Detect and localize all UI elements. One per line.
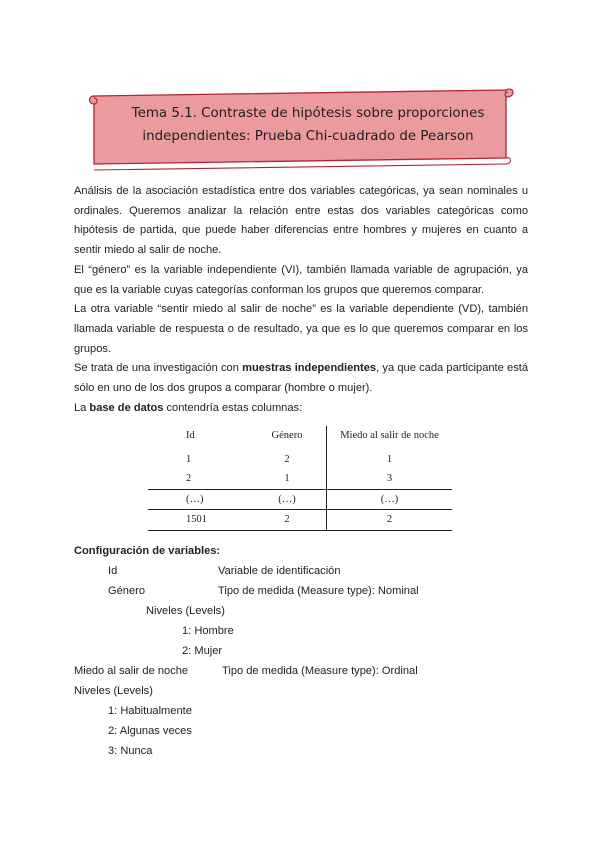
banner-title-line2: independientes: Prueba Chi-cuadrado de Pearson <box>142 129 474 144</box>
table-cell: (…) <box>248 489 327 510</box>
body-text <box>74 182 528 418</box>
banner-title <box>112 102 504 148</box>
table-cell: 1 <box>186 453 192 465</box>
p4-text-start: Se trata de una investigación con <box>74 362 243 375</box>
paragraph-independent-samples <box>74 359 528 398</box>
table-cell: 2 <box>248 510 327 531</box>
table-row <box>148 450 452 470</box>
table-cell: (…) <box>148 489 248 510</box>
banner-title-line1: Tema 5.1. Contraste de hipótesis sobre proporciones <box>131 106 485 121</box>
table-cell: 2 <box>284 453 290 465</box>
table-header-row <box>148 426 452 450</box>
table-header-miedo: Miedo al salir de noche <box>327 426 453 450</box>
table-row <box>148 489 452 510</box>
table-cell: 1 <box>284 473 290 485</box>
config-miedo-label: Miedo al salir de noche <box>74 665 189 677</box>
table-header-genero: Género <box>271 430 303 442</box>
config-genero-level-2: 2: Mujer <box>182 645 223 657</box>
config-miedo-value: Tipo de medida (Measure type): Ordinal <box>222 665 418 677</box>
paragraph-intro: Análisis de la asociación estadística entre dos variables categóricas, ya sean nominales u ordinales. Queremos analizar la relación entre estas dos variables categóricas como hipótesis de partida, que puede haber diferencias entre hombres y mujeres en cuanto a sentir miedo al salir de noche. <box>74 185 528 257</box>
p4-text-end: , ya que cada participante está sólo en uno de los dos grupos a comparar (hombre o mujer). <box>74 362 528 395</box>
table-cell: 2 <box>327 510 453 531</box>
table-cell: (…) <box>327 489 453 510</box>
table-cell: 1 <box>327 450 453 470</box>
p5-text-end: contendría estas columnas: <box>163 401 303 414</box>
table-header-id: Id <box>186 430 195 442</box>
title-banner <box>86 84 516 172</box>
p5-bold: base de datos <box>89 401 164 414</box>
config-miedo-level-2: 2: Algunas veces <box>108 725 192 737</box>
config-miedo-levels-label: Niveles (Levels) <box>74 685 153 697</box>
p5-text-start: La <box>74 401 90 414</box>
config-genero-level-1: 1: Hombre <box>182 625 234 637</box>
config-miedo-level-1: 1: Habitualmente <box>108 705 192 717</box>
table-row <box>148 510 452 531</box>
config-genero-value: Tipo de medida (Measure type): Nominal <box>218 585 419 597</box>
config-miedo-level-3: 3: Nunca <box>108 745 153 757</box>
paragraph-database <box>74 399 528 419</box>
config-id-value: Variable de identificación <box>218 565 341 577</box>
table-cell: 3 <box>327 469 453 489</box>
paragraph-independent-variable: El “género” es la variable independiente (VI), también llamada variable de agrupación, ya que es la variable cuyas categorías conforman los grupos que queremos comparar. <box>74 263 528 296</box>
table-row <box>148 469 452 489</box>
paragraph-dependent-variable: La otra variable “sentir miedo al salir de noche” es la variable dependiente (VD), también llamada variable de respuesta o de resultado, ya que es lo que queremos comparar en los grupos. <box>74 303 528 355</box>
config-genero-label: Género <box>108 585 146 597</box>
config-id-label: Id <box>108 565 118 577</box>
config-title: Configuración de variables: <box>74 545 221 557</box>
scroll-curl-right <box>505 89 513 97</box>
table-cell: 1501 <box>148 510 248 531</box>
config-genero-levels-label: Niveles (Levels) <box>146 605 225 617</box>
table-cell: 2 <box>186 473 192 485</box>
p4-bold: muestras independientes <box>242 362 377 375</box>
database-table <box>148 426 452 531</box>
